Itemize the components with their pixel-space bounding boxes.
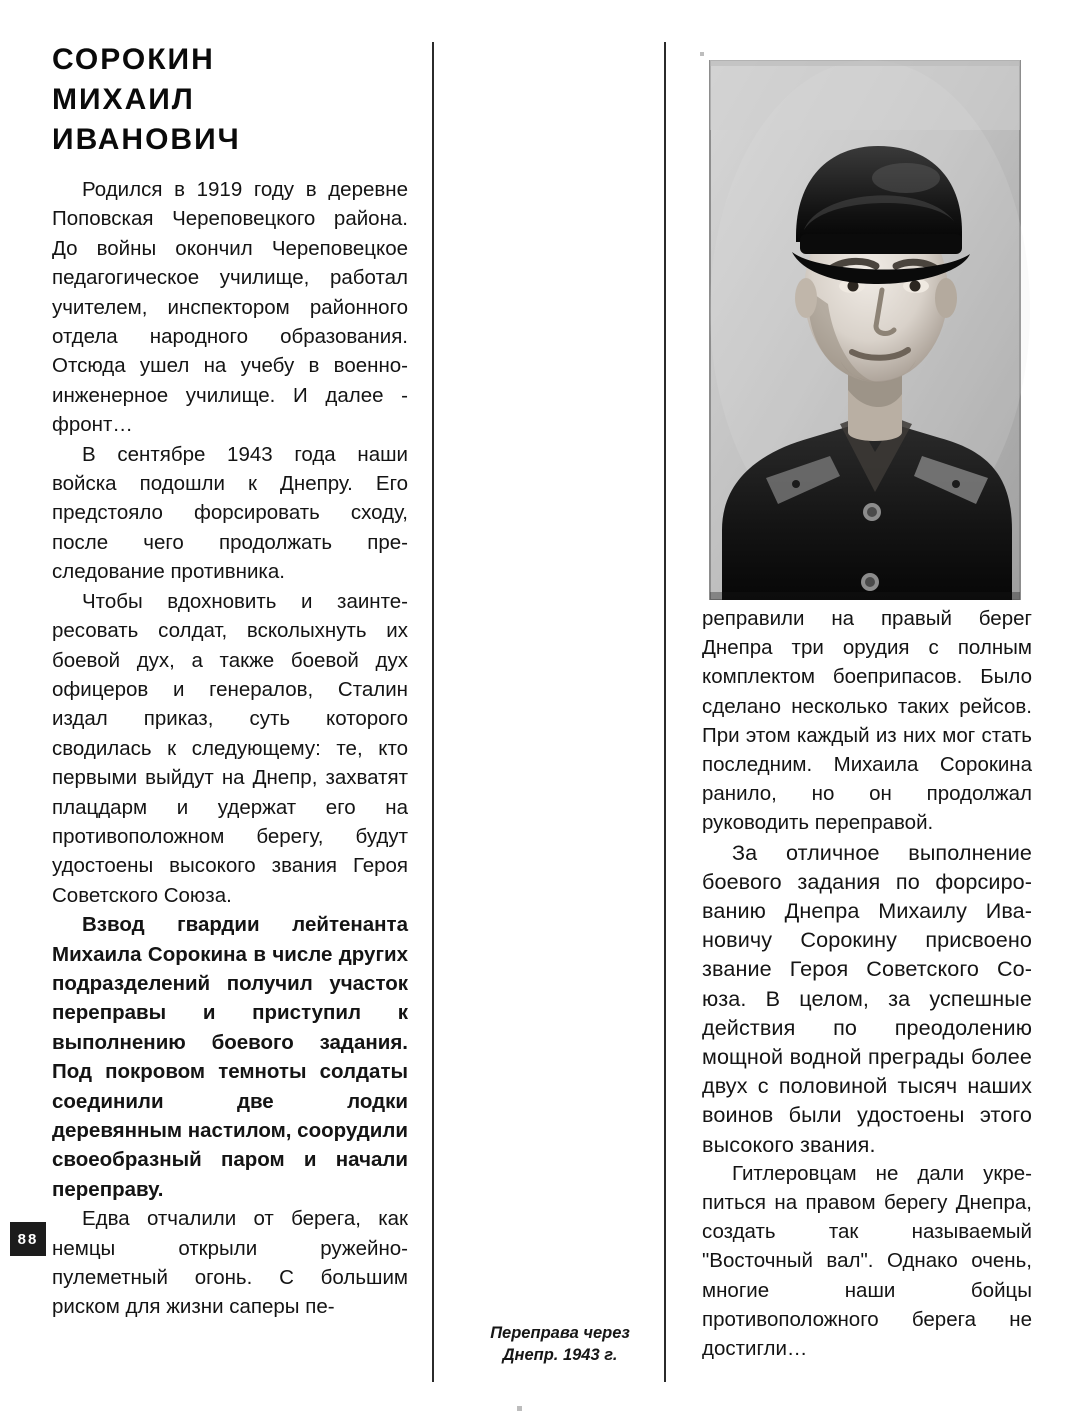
title-patronymic: ИВАНОВИЧ <box>52 123 241 156</box>
title-surname: СОРОКИН <box>52 43 215 76</box>
page-number: 88 <box>10 1222 46 1256</box>
paragraph: Взвод гвардии лейтенанта Михаила Сорокина в числе других подразделений получил участок переправы и приступил к выполнению боевого задания. Под покровом темноты солдаты соединили две лодки деревянным настилом, соорудили своеобразный паром и начали переправу. <box>52 913 408 1201</box>
scan-speck <box>517 1406 522 1411</box>
figure-caption <box>470 1322 650 1366</box>
paragraph: В сентябре 1943 года наши войска подошли к Днепру. Его предстояло форсировать сходу, после чего продолжать преследование противника. <box>52 442 408 584</box>
body-column-right <box>702 604 1032 1363</box>
title-firstname: МИХАИЛ <box>52 83 195 116</box>
portrait-photo <box>700 60 1030 600</box>
column-divider-right <box>664 42 666 1382</box>
body-column-left <box>52 175 408 1322</box>
portrait-photo-image <box>700 60 1030 600</box>
scan-speck <box>700 52 704 56</box>
figure-caption-line1: Переправа через <box>490 1324 630 1342</box>
page-title <box>52 40 422 160</box>
paragraph: реправили на правый берег Днепра три орудия с полным комплектом боеприпасов. Было сделано несколько таких рейсов. При этом каждый из них мог стать последним. Михаила Сорокина ранило, но он продолжал руководить переправой. <box>702 607 1032 835</box>
paragraph: За отличное выполнение боевого задания по форсированию Днепра Михаилу Ивановичу Сорокину присвоено звание Героя Советского Союза. В целом, за успешные действия по преодолению мощной водной преграды более двух с половиной тысяч наших воинов были удостоены этого высокого звания. <box>702 839 1032 1157</box>
paragraph: Чтобы вдохновить и заинтересовать солдат, всколыхнуть их боевой дух, а также боевой дух офицеров и генералов, Сталин издал приказ, суть которого сводилась к следующему: те, кто первыми выйдут на Днепр, захватят плацдарм и удержат его на противоположном берегу, будут удостоены высокого звания Героя Советского Союза. <box>52 589 408 907</box>
paragraph: Гитлеровцам не дали укрепиться на правом берегу Днепра, создать так называемый "Восточный вал". Однако очень, многие наши бойцы противоположного берега не достигли… <box>702 1161 1032 1361</box>
column-divider-left <box>432 42 434 1382</box>
paragraph: Родился в 1919 году в деревне Поповская Череповецкого района. До войны окончил Череповецкое педагогическое училище, работал учителем, инспектором районного отдела народного образования. Отсюда ушел на учебу в военно-инженерное училище. И далее - фронт… <box>52 178 408 437</box>
paragraph: Едва отчалили от берега, как немцы открыли ружейно-пулеметный огонь. С большим риском для жизни саперы пе- <box>52 1207 408 1319</box>
figure-caption-line2: Днепр. 1943 г. <box>502 1346 618 1364</box>
